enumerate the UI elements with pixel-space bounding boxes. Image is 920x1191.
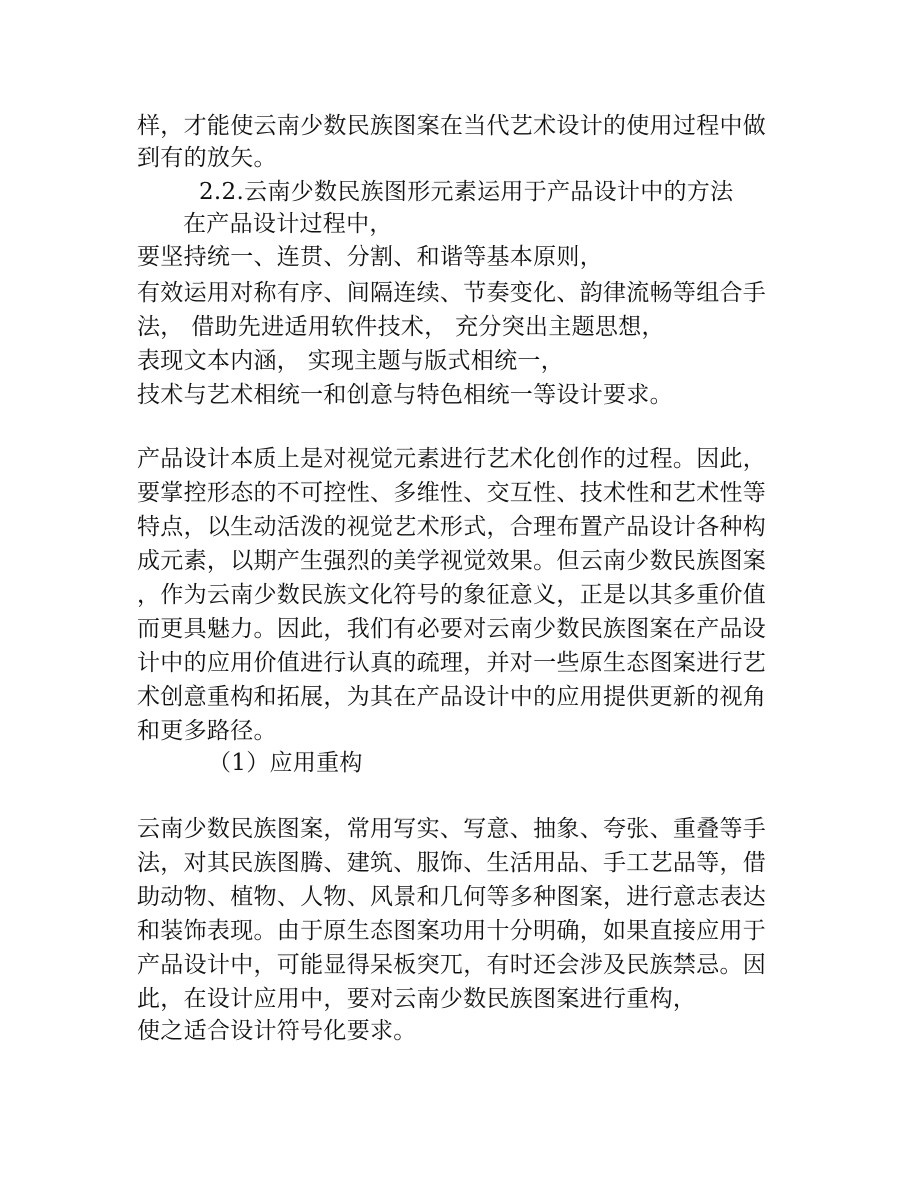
- text-line: 此，在设计应用中，要对云南少数民族图案进行重构，: [137, 986, 697, 1012]
- text-line: 产品设计本质上是对视觉元素进行艺术化创作的过程。因此，: [137, 446, 767, 472]
- text-line: 使之适合设计符号化要求。: [137, 1018, 417, 1044]
- text-line: 样，才能使云南少数民族图案在当代艺术设计的使用过程中做: [137, 113, 767, 139]
- subheading: （1）应用重构: [208, 750, 363, 776]
- text-line: 要掌控形态的不可控性、多维性、交互性、技术性和艺术性等: [137, 480, 767, 506]
- text-line: 计中的应用价值进行认真的疏理，并对一些原生态图案进行艺: [137, 650, 767, 676]
- text-line: 要坚持统一、连贯、分割、和谐等基本原则，: [137, 244, 603, 270]
- text-line: 表现文本内涵， 实现主题与版式相统一，: [137, 348, 565, 374]
- text-line: 法， 借助先进适用软件技术， 充分突出主题思想，: [137, 314, 665, 340]
- text-line: 和更多路径。: [137, 718, 277, 744]
- text-line: 助动物、植物、人物、风景和几何等多种图案，进行意志表达: [137, 884, 767, 910]
- section-heading: 2.2.云南少数民族图形元素运用于产品设计中的方法: [199, 179, 734, 205]
- text-line: 特点，以生动活泼的视觉艺术形式，合理布置产品设计各种构: [137, 514, 767, 540]
- text-line: 成元素，以期产生强烈的美学视觉效果。但云南少数民族图案: [137, 548, 767, 574]
- text-line: 术创意重构和拓展，为其在产品设计中的应用提供更新的视角: [137, 684, 767, 710]
- text-line: 法，对其民族图腾、建筑、服饰、生活用品、手工艺品等，借: [137, 850, 767, 876]
- text-line: 产品设计中，可能显得呆板突兀，有时还会涉及民族禁忌。因: [137, 952, 767, 978]
- text-line: 到有的放矢。: [137, 145, 277, 171]
- text-line: 而更具魅力。因此，我们有必要对云南少数民族图案在产品设: [137, 616, 767, 642]
- text-line: 有效运用对称有序、间隔连续、节奏变化、韵律流畅等组合手: [137, 280, 767, 306]
- text-line: 云南少数民族图案，常用写实、写意、抽象、夸张、重叠等手: [137, 816, 767, 842]
- text-line: 和装饰表现。由于原生态图案功用十分明确，如果直接应用于: [137, 918, 767, 944]
- paragraph-first-line: 在产品设计过程中，: [183, 211, 393, 237]
- text-line: ，作为云南少数民族文化符号的象征意义，正是以其多重价值: [137, 582, 767, 608]
- text-line: 技术与艺术相统一和创意与特色相统一等设计要求。: [137, 382, 673, 408]
